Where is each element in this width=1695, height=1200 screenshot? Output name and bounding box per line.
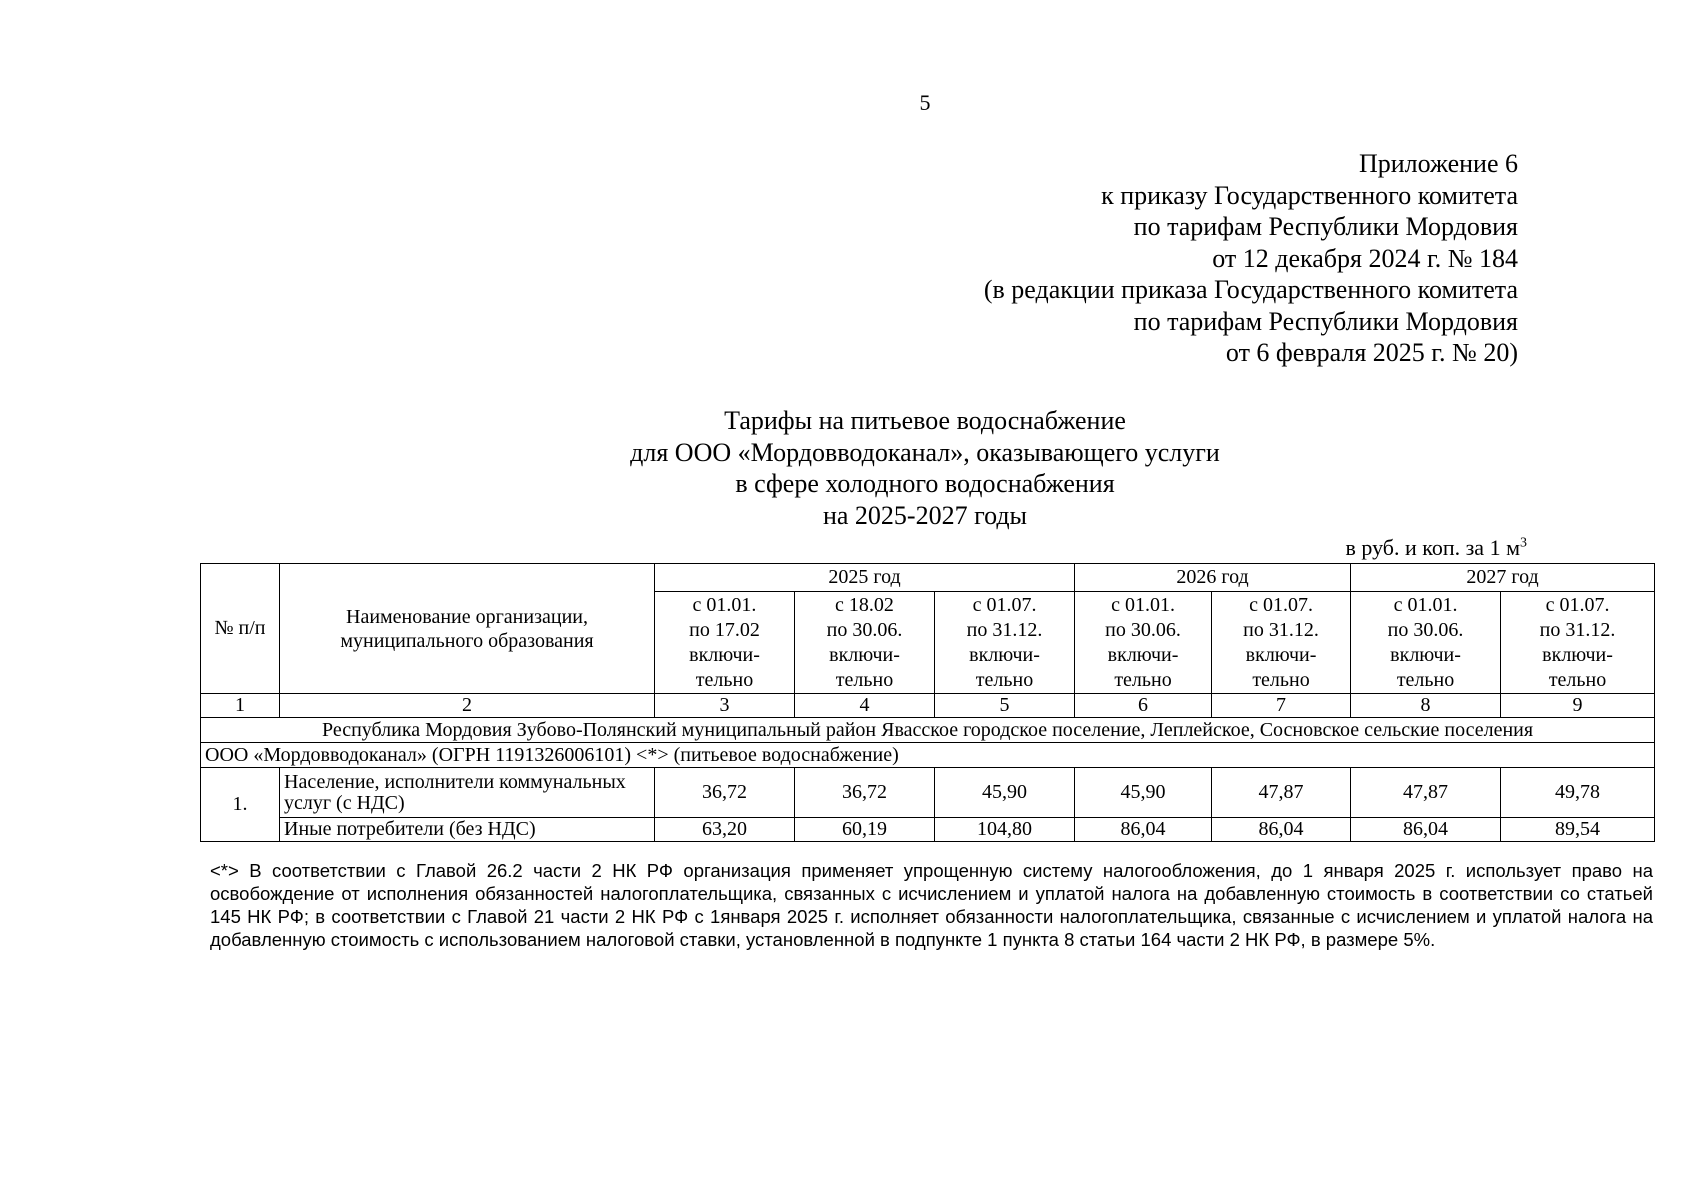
tariff-value: 45,90	[1075, 768, 1212, 818]
header-period: с 18.02 по 30.06. включи- тельно	[795, 592, 935, 694]
tariff-value: 86,04	[1351, 818, 1501, 842]
appendix-line: Приложение 6	[1358, 149, 1518, 178]
tariff-value: 45,90	[935, 768, 1075, 818]
column-number: 3	[655, 694, 795, 718]
column-number: 1	[201, 694, 280, 718]
appendix-line: от 6 февраля 2025 г. № 20)	[1225, 338, 1518, 367]
header-period: с 01.07. по 31.12. включи- тельно	[1212, 592, 1351, 694]
tariff-table	[200, 563, 1655, 842]
tariff-value: 63,20	[655, 818, 795, 842]
header-period: с 01.01. по 17.02 включи- тельно	[655, 592, 795, 694]
organization-row	[201, 743, 1655, 768]
header-period: с 01.07. по 31.12. включи- тельно	[935, 592, 1075, 694]
header-period: с 01.01. по 30.06. включи- тельно	[1351, 592, 1501, 694]
row-number: 1.	[201, 768, 280, 842]
tariff-value: 47,87	[1351, 768, 1501, 818]
document-title	[200, 405, 1650, 531]
appendix-line: к приказу Государственного комитета	[1101, 180, 1518, 210]
unit-text: в руб. и коп. за 1 м	[1345, 535, 1520, 560]
unit-superscript: 3	[1520, 535, 1527, 551]
header-row-years	[201, 564, 1655, 592]
table-row	[201, 768, 1655, 818]
tariff-value: 60,19	[795, 818, 935, 842]
header-period: с 01.01. по 30.06. включи- тельно	[1075, 592, 1212, 694]
tariff-value: 89,54	[1501, 818, 1655, 842]
column-number: 7	[1212, 694, 1351, 718]
region-cell: Республика Мордовия Зубово-Полянский муниципальный район Явасское городское поселение, Леплейское, Сосновское сельские поселения	[201, 718, 1655, 743]
tariff-value: 86,04	[1212, 818, 1351, 842]
column-number: 6	[1075, 694, 1212, 718]
region-row	[201, 718, 1655, 743]
column-number: 4	[795, 694, 935, 718]
tariff-value: 47,87	[1212, 768, 1351, 818]
title-line: Тарифы на питьевое водоснабжение	[724, 406, 1126, 435]
page-number: 5	[919, 90, 931, 115]
title-line: в сфере холодного водоснабжения	[735, 469, 1115, 498]
organization-cell: ООО «Мордовводоканал» (ОГРН 1191326006101) <*> (питьевое водоснабжение)	[201, 743, 1655, 768]
tariff-value: 86,04	[1075, 818, 1212, 842]
column-number: 9	[1501, 694, 1655, 718]
header-year-2027: 2027 год	[1351, 564, 1655, 592]
header-name: Наименование организации, муниципального образования	[280, 564, 655, 694]
consumer-name: Население, исполнители коммунальных услуг (с НДС)	[280, 768, 655, 818]
consumer-name: Иные потребители (без НДС)	[280, 818, 655, 842]
appendix-header	[984, 148, 1518, 369]
unit-note	[1346, 535, 1528, 561]
column-number-row	[201, 694, 1655, 718]
tariff-value: 36,72	[795, 768, 935, 818]
header-year-2025: 2025 год	[655, 564, 1075, 592]
appendix-line: по тарифам Республики Мордовия	[1133, 306, 1518, 336]
tariff-value: 104,80	[935, 818, 1075, 842]
title-line: на 2025-2027 годы	[822, 500, 1028, 530]
header-year-2026: 2026 год	[1075, 564, 1351, 592]
column-number: 8	[1351, 694, 1501, 718]
column-number: 5	[935, 694, 1075, 718]
tariff-value: 36,72	[655, 768, 795, 818]
tariff-value: 49,78	[1501, 768, 1655, 818]
appendix-line: по тарифам Республики Мордовия	[1133, 212, 1518, 241]
header-num: № п/п	[201, 564, 280, 694]
footnote: <*> В соответствии с Главой 26.2 части 2 НК РФ организация применяет упрощенную систему налогообложения, до 1 января 2025 г. использует право на освобождение от исполнения обязанностей налогоплательщика, связанных с исчислением и уплатой налога на добавленную стоимость в соответствии со статьей 145 НК РФ; в соответствии с Главой 21 части 2 НК РФ с 1января 2025 г. исполняет обязанности налогоплательщика, связанные с исчислением и уплатой налога на добавленную стоимость с использованием налоговой ставки, установленной в подпункте 1 пункта 8 статьи 164 части 2 НК РФ, в размере 5%.	[210, 860, 1653, 950]
appendix-line: (в редакции приказа Государственного комитета	[983, 275, 1518, 304]
title-line: для ООО «Мордовводоканал», оказывающего услуги	[630, 437, 1220, 467]
column-number: 2	[280, 694, 655, 718]
appendix-line: от 12 декабря 2024 г. № 184	[1212, 243, 1518, 273]
header-period: с 01.07. по 31.12. включи- тельно	[1501, 592, 1655, 694]
table-row	[201, 818, 1655, 842]
